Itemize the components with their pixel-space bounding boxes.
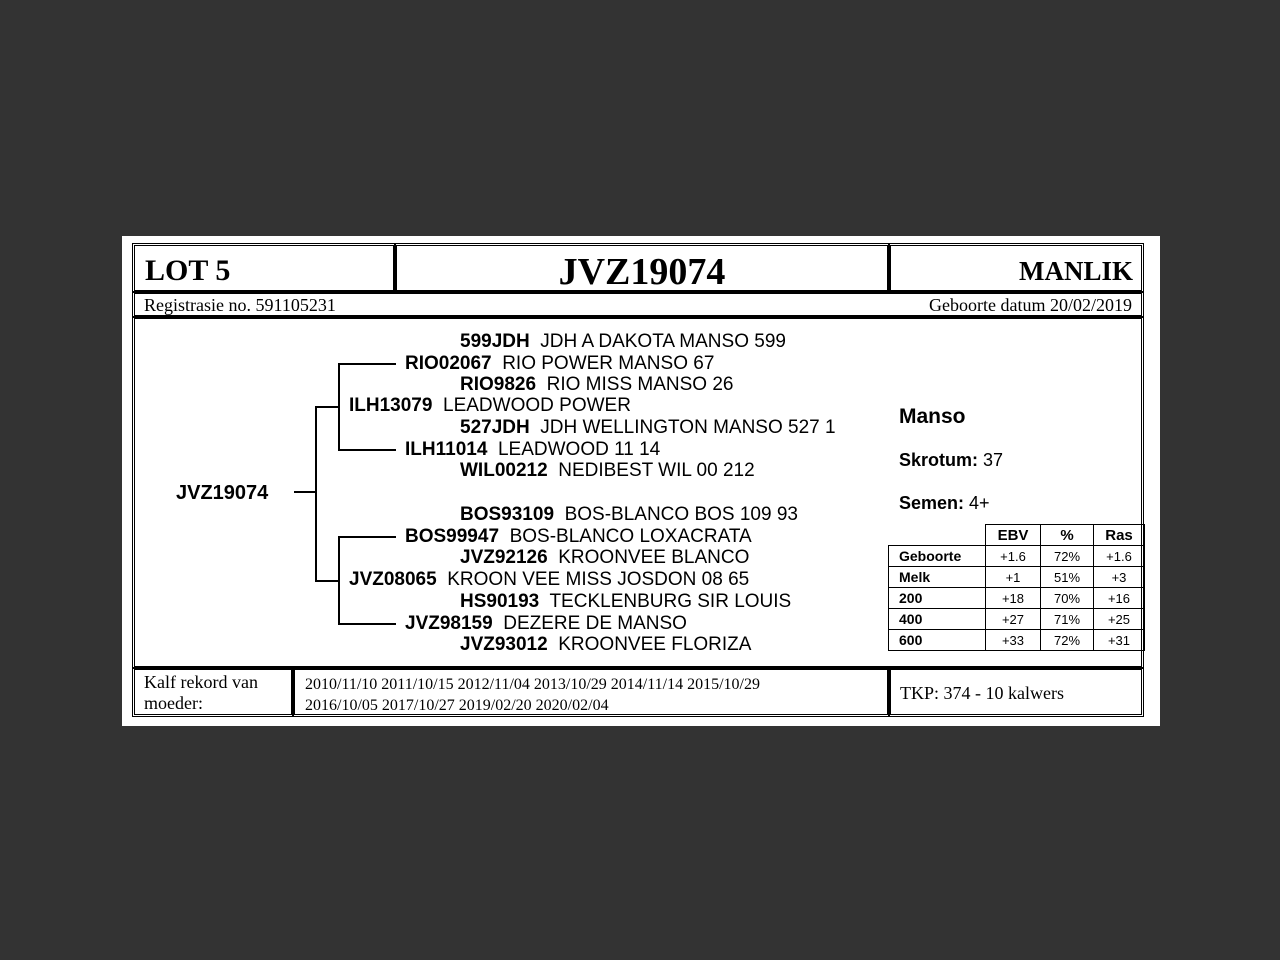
lot-cell [132,243,396,293]
tree-root-connector [294,491,316,493]
lot-card [122,236,1160,726]
tag-cell [394,243,890,293]
ebv-value: +1.6 [986,546,1041,567]
pedigree-entry: ILH11014 LEADWOOD 11 14 [405,439,661,460]
calf-record-dates: 2010/11/10 2011/10/15 2012/11/04 2013/10/29 2014/11/14 2015/10/29 2016/10/05 2017/10/27 2019/02/20 2020/02/04 [305,676,760,714]
lot-number: LOT 5 [145,254,231,287]
ebv-value: +18 [986,588,1041,609]
pedigree-entry: WIL00212 NEDIBEST WIL 00 212 [460,460,755,481]
calf-record-dates-cell [292,667,890,717]
pedigree-entry: JVZ93012 KROONVEE FLORIZA [460,634,752,655]
ebv-value: +27 [986,609,1041,630]
tree-sire-branch [315,406,340,408]
ebv-row [889,630,1145,651]
ebv-row-label: Melk [889,567,986,588]
pedigree-entry: BOS93109 BOS-BLANCO BOS 109 93 [460,504,798,525]
pedigree-entry: RIO02067 RIO POWER MANSO 67 [405,353,715,374]
pct-header: % [1041,525,1094,546]
registration-row [132,291,1144,318]
ebv-row-label: 600 [889,630,986,651]
ebv-pct: 72% [1041,546,1094,567]
registration-number: Registrasie no. 591105231 [144,295,336,315]
pedigree-entry: RIO9826 RIO MISS MANSO 26 [460,374,734,395]
ebv-pct: 72% [1041,630,1094,651]
pedigree-entry: BOS99947 BOS-BLANCO LOXACRATA [405,526,752,547]
ebv-row-label: 400 [889,609,986,630]
pedigree-entry: 599JDH JDH A DAKOTA MANSO 599 [460,331,786,352]
ebv-value: +1 [986,567,1041,588]
breeder-name: Manso [899,405,966,428]
calf-record-label: Kalf rekord van moeder: [144,672,258,713]
ebv-ras: +1.6 [1094,546,1145,567]
ebv-pct: 51% [1041,567,1094,588]
ebv-row [889,546,1145,567]
ebv-ras: +3 [1094,567,1145,588]
ebv-pct: 70% [1041,588,1094,609]
ebv-header: EBV [986,525,1041,546]
tree-dam-dam-branch [338,623,396,625]
ebv-ras: +25 [1094,609,1145,630]
ebv-ras: +31 [1094,630,1145,651]
tkp-cell [888,667,1144,717]
ebv-row [889,567,1145,588]
tree-dam-vertical [338,536,340,624]
pedigree-entry: JVZ98159 DEZERE DE MANSO [405,613,687,634]
tree-sire-dam-branch [338,449,396,451]
tree-dam-sire-branch [338,536,396,538]
tree-main-vertical [315,406,317,581]
scrotum-info: Skrotum: 37 [899,450,1004,470]
ebv-row-label: Geboorte [889,546,986,567]
ras-header: Ras [1094,525,1145,546]
pedigree-dam: JVZ08065 KROON VEE MISS JOSDON 08 65 [349,569,750,590]
ebv-corner [889,525,986,546]
ebv-row-label: 200 [889,588,986,609]
pedigree-sire: ILH13079 LEADWOOD POWER [349,395,631,416]
calf-record-label-cell [132,667,294,717]
ebv-ras: +16 [1094,588,1145,609]
animal-sex: MANLIK [1019,256,1133,286]
ebv-value: +33 [986,630,1041,651]
ebv-header-row [889,525,1145,546]
ebv-row [889,609,1145,630]
ebv-pct: 71% [1041,609,1094,630]
tree-dam-branch [315,580,340,582]
tree-sire-vertical [338,363,340,450]
pedigree-entry: HS90193 TECKLENBURG SIR LOUIS [460,591,792,612]
pedigree-entry: 527JDH JDH WELLINGTON MANSO 527 1 [460,417,836,438]
pedigree-entry: JVZ92126 KROONVEE BLANCO [460,547,750,568]
ebv-row [889,588,1145,609]
pedigree-animal: JVZ19074 [176,482,269,504]
sex-cell [888,243,1144,293]
tkp-summary: TKP: 374 - 10 kalwers [900,683,1064,703]
ebv-table [888,524,1145,651]
birth-date: Geboorte datum 20/02/2019 [929,295,1132,315]
semen-info: Semen: 4+ [899,493,990,513]
tree-sire-sire-branch [338,363,396,365]
animal-tag: JVZ19074 [558,251,726,293]
